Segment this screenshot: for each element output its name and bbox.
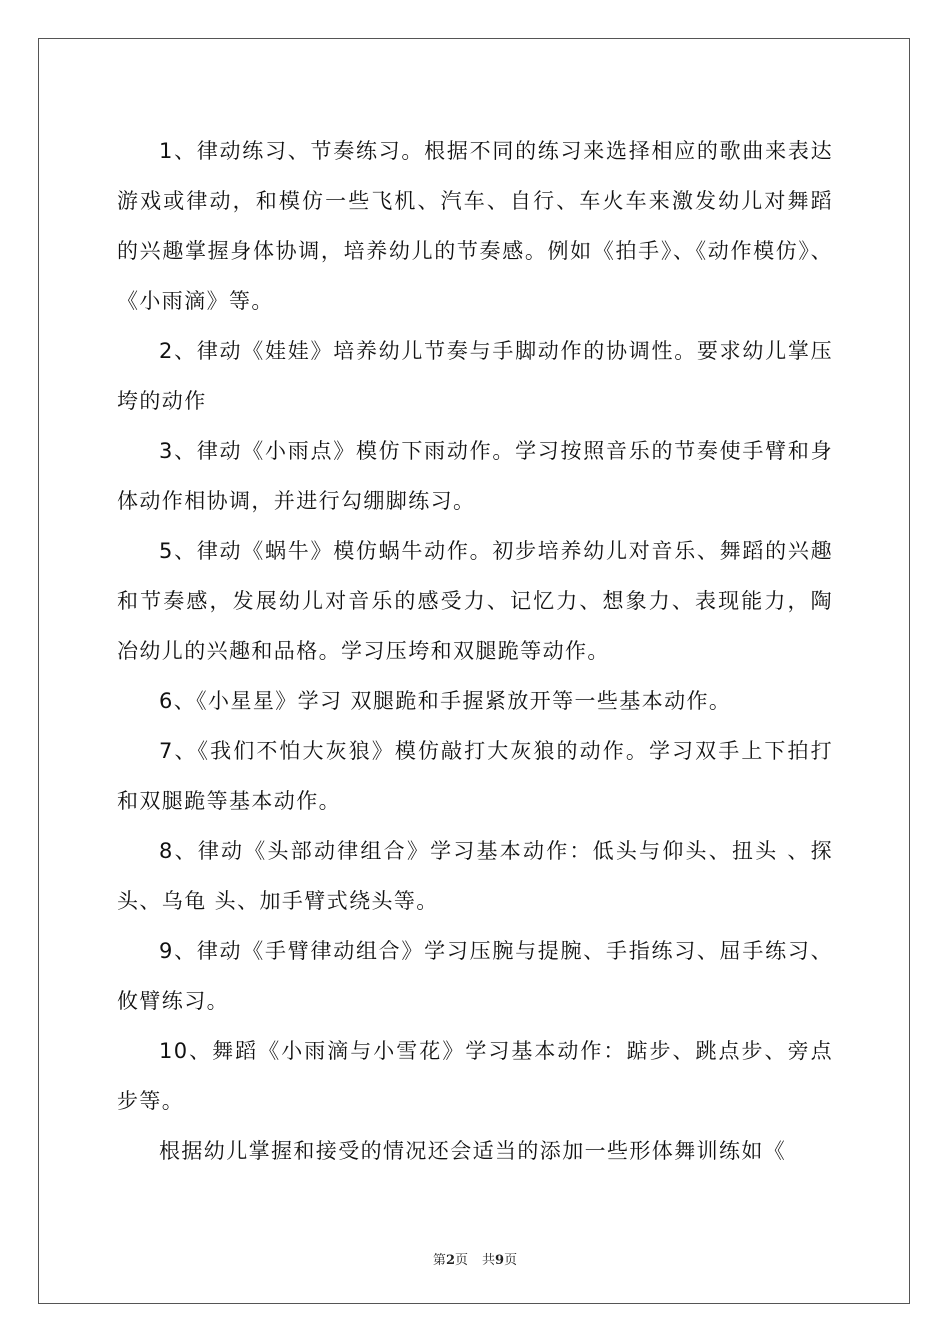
paragraph-closing: 根据幼儿掌握和接受的情况还会适当的添加一些形体舞训练如《 [159,1139,787,1163]
paragraph-6: 6、《小星星》学习 双腿跪和手握紧放开等一些基本动作。 [159,689,732,713]
paragraph-9: 9、律动《手臂律动组合》学习压腕与提腕、手指练习、屈手练习、攸臂练习。 [117,939,833,1013]
paragraph-5: 5、律动《蜗牛》模仿蜗牛动作。初步培养幼儿对音乐、舞蹈的兴趣和节奏感，发展幼儿对音乐的感受力、记忆力、想象力、表现能力，陶冶幼儿的兴趣和品格。学习压垮和双腿跪等动作。 [117,539,833,663]
page-prefix: 第 [432,1253,446,1268]
paragraph-7: 7、《我们不怕大灰狼》模仿敲打大灰狼的动作。学习双手上下拍打和双腿跪等基本动作。 [117,739,833,813]
page-suffix: 页 [454,1253,468,1268]
document-body [117,126,833,1176]
paragraph-1: 1、律动练习、节奏练习。根据不同的练习来选择相应的歌曲来表达游戏或律动，和模仿一些飞机、汽车、自行、车火车来激发幼儿对舞蹈的兴趣掌握身体协调，培养幼儿的节奏感。例如《拍手》、《动作模仿》、《小雨滴》等。 [117,139,833,313]
total-prefix: 共 [482,1253,496,1268]
paragraph-2: 2、律动《娃娃》培养幼儿节奏与手脚动作的协调性。要求幼儿掌压垮的动作 [117,339,833,413]
current-page-number: 2 [445,1253,455,1268]
total-page-count: 9 [495,1253,505,1268]
paragraph-10: 10、舞蹈《小雨滴与小雪花》学习基本动作：踮步、跳点步、旁点步等。 [117,1039,833,1113]
paragraph-3: 3、律动《小雨点》模仿下雨动作。学习按照音乐的节奏使手臂和身体动作相协调，并进行勾绷脚练习。 [117,439,833,513]
paragraph-8: 8、律动《头部动律组合》学习基本动作：低头与仰头、扭头 、探头、乌龟 头、加手臂式绕头等。 [117,839,833,913]
page-footer [0,1249,950,1268]
total-suffix: 页 [504,1253,518,1268]
